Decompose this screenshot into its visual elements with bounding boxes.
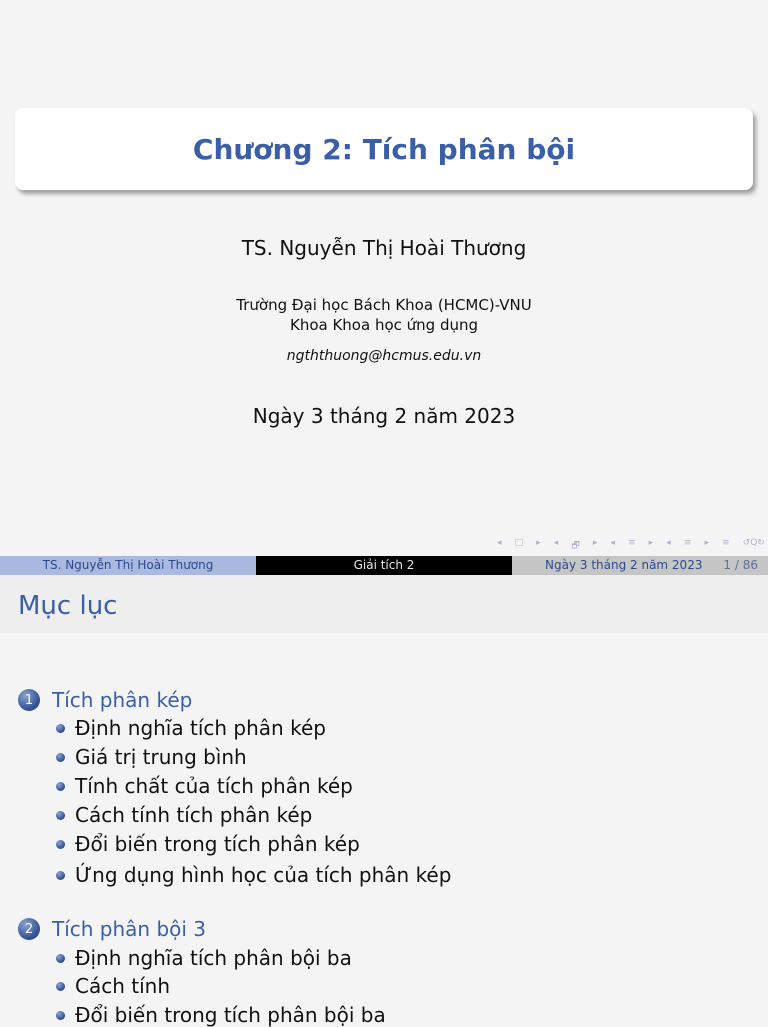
nav-prev-icon[interactable]: ◂ xyxy=(553,538,559,548)
toc-item-label: Ứng dụng hình học của tích phân kép xyxy=(75,863,452,887)
footer-right xyxy=(512,556,768,575)
toc-item[interactable] xyxy=(56,832,360,856)
nav-prev-icon[interactable]: ◂ xyxy=(497,538,502,548)
frame-title: Mục lục xyxy=(18,591,118,621)
toc-slide xyxy=(0,575,768,1027)
nav-next-icon[interactable]: ▸ xyxy=(536,538,541,548)
toc-section-title: Tích phân kép xyxy=(52,688,193,712)
toc-item-label: Tính chất của tích phân kép xyxy=(75,774,353,798)
toc-item[interactable] xyxy=(56,716,326,740)
bullet-icon xyxy=(56,753,65,762)
toc-item[interactable] xyxy=(56,774,353,798)
toc-item[interactable] xyxy=(56,863,451,887)
bullet-icon xyxy=(56,871,65,880)
toc-item[interactable] xyxy=(56,974,170,998)
footer-course: Giải tích 2 xyxy=(256,556,512,575)
institution xyxy=(0,295,768,335)
nav-section-icon[interactable]: ≡ xyxy=(628,538,636,548)
toc-item-label: Đổi biến trong tích phân kép xyxy=(75,832,360,856)
toc-section-1[interactable] xyxy=(18,688,192,712)
bullet-icon xyxy=(56,954,65,963)
toc-item[interactable] xyxy=(56,1003,386,1027)
frame-title-bar xyxy=(0,575,768,633)
section-number-ball: 1 xyxy=(18,689,40,711)
institution-line-2: Khoa Khoa học ứng dụng xyxy=(289,316,479,334)
nav-next-icon[interactable]: ▸ xyxy=(648,538,654,548)
nav-prev-icon[interactable]: ◂ xyxy=(666,538,671,548)
bullet-icon xyxy=(56,782,65,791)
footer-author: TS. Nguyễn Thị Hoài Thương xyxy=(0,556,256,575)
bullet-icon xyxy=(56,724,65,733)
toc-item-label: Giá trị trung bình xyxy=(75,745,247,769)
institution-line-1: Trường Đại học Bách Khoa (HCMC)-VNU xyxy=(236,296,532,314)
slide-title: Chương 2: Tích phân bội xyxy=(192,132,576,166)
toc-section-2[interactable] xyxy=(18,917,206,941)
nav-frame-icon[interactable]: □ xyxy=(514,538,524,548)
footer-page-number: 1 / 86 xyxy=(723,558,758,572)
presentation-date: Ngày 3 tháng 2 năm 2023 xyxy=(252,404,516,428)
nav-next-icon[interactable]: ▸ xyxy=(592,538,598,548)
title-box xyxy=(15,108,753,190)
bullet-icon xyxy=(56,811,65,820)
nav-align-icon[interactable]: ≡ xyxy=(722,538,730,548)
nav-search-icon[interactable]: ↺Q↻ xyxy=(742,538,765,548)
toc-item-label: Đổi biến trong tích phân bội ba xyxy=(75,1003,386,1027)
nav-prev-icon[interactable]: ◂ xyxy=(610,538,615,548)
toc-item-label: Cách tính xyxy=(75,974,170,998)
author-name: TS. Nguyễn Thị Hoài Thương xyxy=(241,236,527,260)
section-number-ball: 2 xyxy=(18,918,40,940)
toc-item[interactable] xyxy=(56,745,247,769)
toc-item-label: Định nghĩa tích phân kép xyxy=(75,716,326,740)
slide-footer xyxy=(0,556,768,575)
nav-next-icon[interactable]: ▸ xyxy=(704,538,709,548)
bullet-icon xyxy=(56,1011,65,1020)
bullet-icon xyxy=(56,840,65,849)
footer-date: Ngày 3 tháng 2 năm 2023 xyxy=(545,558,703,572)
toc-item-label: Cách tính tích phân kép xyxy=(75,803,313,827)
beamer-navigation xyxy=(497,538,765,554)
toc-section-title: Tích phân bội 3 xyxy=(52,917,207,941)
toc-item[interactable] xyxy=(56,803,312,827)
nav-section-icon[interactable]: ≡ xyxy=(683,538,692,548)
bullet-icon xyxy=(56,982,65,991)
author-email: ngththuong@hcmus.edu.vn xyxy=(286,348,482,364)
toc-item-label: Định nghĩa tích phân bội ba xyxy=(75,946,352,970)
toc-item[interactable] xyxy=(56,946,352,970)
nav-subsection-icon[interactable]: 🗗 xyxy=(571,541,580,551)
